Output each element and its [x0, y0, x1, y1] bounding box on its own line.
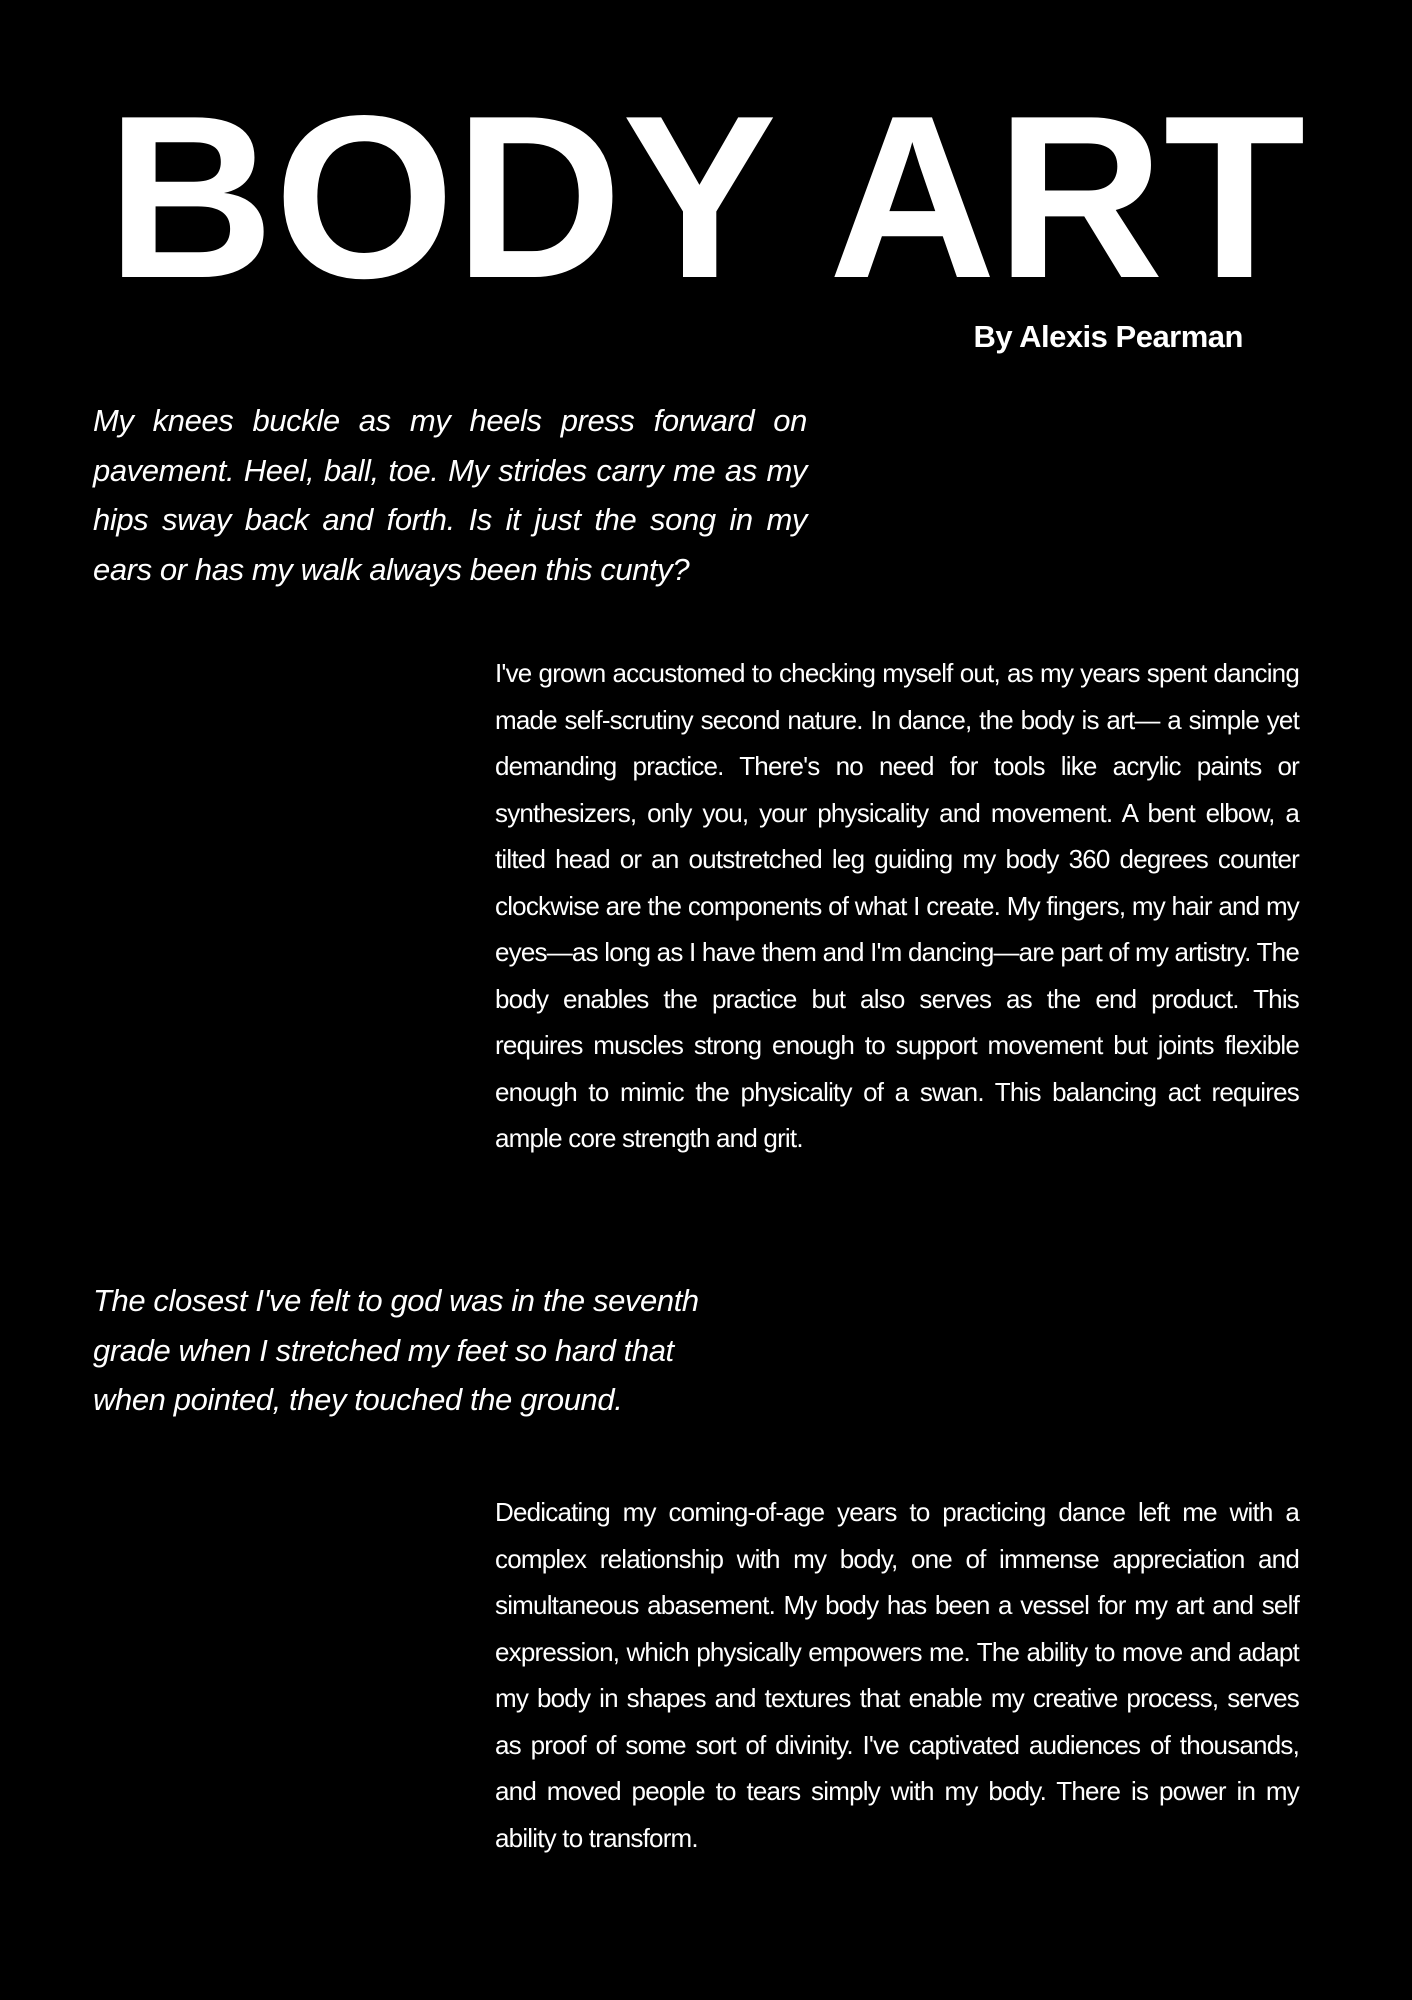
article-title: BODY ART — [106, 68, 1306, 327]
pull-quote-2: The closest I've felt to god was in the seventh grade when I stretched my feet so hard that when pointed, they touched the ground. — [93, 1283, 699, 1417]
article-byline: By Alexis Pearman — [973, 319, 1243, 354]
body-paragraph-1: I've grown accustomed to checking myself out, as my years spent dancing made self-scrutiny second nature. In dance, the body is art— a simple yet demanding practice. There's no need for tools like acrylic paints or synthesizers, only you, your physicality and movement. A bent elbow, a tilted head or an outstretched leg guiding my body 360 degrees counter clockwise are the components of what I create. My fingers, my hair and my eyes—as long as I have them and I'm dancing—are part of my artistry. The body enables the practice but also serves as the end product. This requires muscles strong enough to support movement but joints flexible enough to mimic the physicality of a swan. This balancing act requires ample core strength and grit. — [495, 658, 1299, 1153]
body-paragraph-2: Dedicating my coming-of-age years to practicing dance left me with a complex relationship with my body, one of immense appreciation and simultaneous abasement. My body has been a vessel for my art and self expression, which physically empowers me. The ability to move and adapt my body in shapes and textures that enable my creative process, serves as proof of some sort of divinity. I've captivated audiences of thousands, and moved people to tears simply with my body. There is power in my ability to transform. — [495, 1497, 1299, 1853]
pull-quote-1: My knees buckle as my heels press forward on pavement. Heel, ball, toe. My strides carry me as my hips sway back and forth. Is it just the song in my ears or has my walk always been this cunty? — [93, 403, 807, 587]
